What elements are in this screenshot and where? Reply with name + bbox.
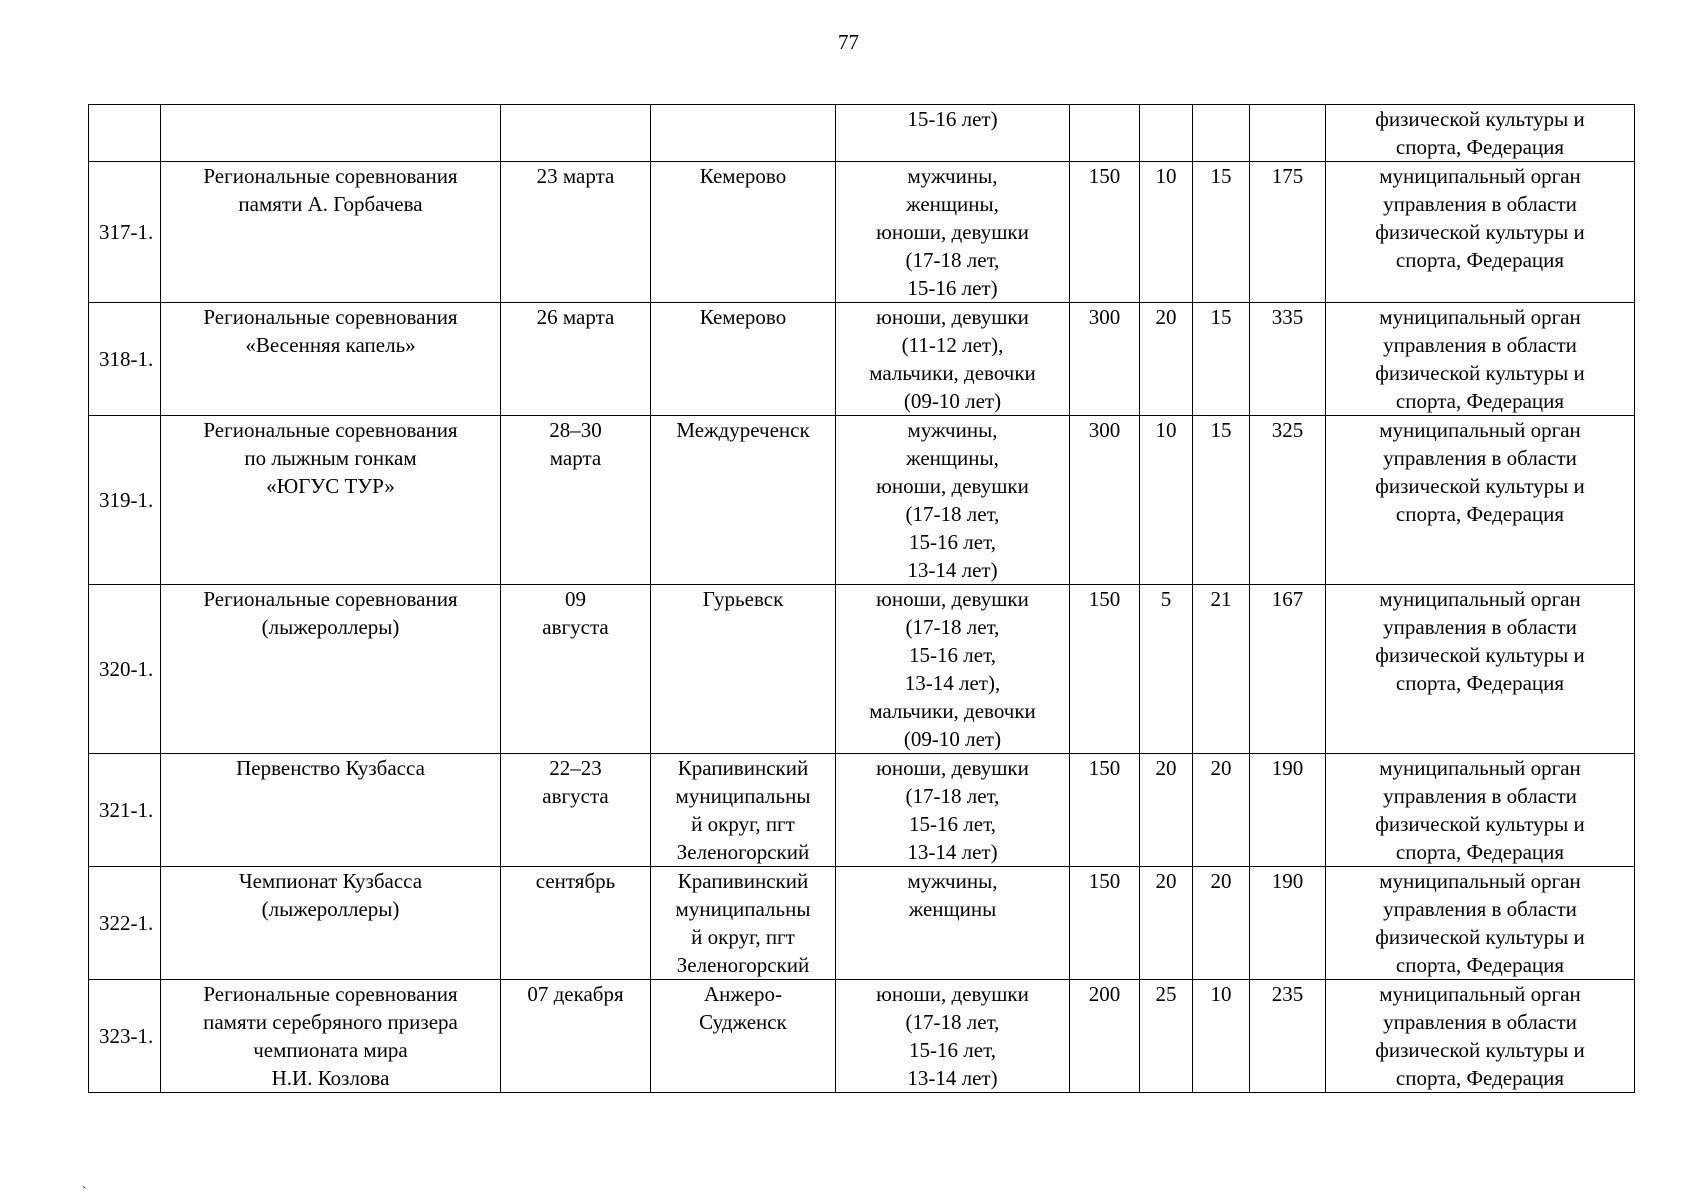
event-organizer: муниципальный орган управления в области физической культуры и спорта, Федерация: [1326, 867, 1635, 980]
event-place: Гурьевск: [651, 585, 836, 754]
row-number: 318-1.: [89, 303, 161, 416]
row-number: [89, 105, 161, 162]
table-row: [89, 867, 1635, 980]
stray-mark: `: [82, 1185, 87, 1200]
event-name: Региональные соревнования (лыжероллеры): [161, 585, 501, 754]
count-total: 325: [1250, 416, 1326, 585]
count-coaches: 10: [1140, 162, 1193, 303]
event-date: сентябрь: [501, 867, 651, 980]
event-place: Кемерово: [651, 303, 836, 416]
count-judges: 15: [1193, 162, 1250, 303]
event-organizer: физической культуры и спорта, Федерация: [1326, 105, 1635, 162]
count-athletes: 150: [1070, 754, 1140, 867]
count-judges: 20: [1193, 754, 1250, 867]
event-participants: юноши, девушки (11-12 лет), мальчики, девочки (09-10 лет): [836, 303, 1070, 416]
event-place: Крапивинский муниципальны й округ, пгт Зеленогорский: [651, 867, 836, 980]
row-number: 317-1.: [89, 162, 161, 303]
event-name: Региональные соревнования по лыжным гонкам «ЮГУС ТУР»: [161, 416, 501, 585]
event-date: 28–30 марта: [501, 416, 651, 585]
count-athletes: 150: [1070, 162, 1140, 303]
event-place: Анжеро- Судженск: [651, 980, 836, 1093]
event-organizer: муниципальный орган управления в области физической культуры и спорта, Федерация: [1326, 980, 1635, 1093]
row-number: 320-1.: [89, 585, 161, 754]
event-name: Первенство Кузбасса: [161, 754, 501, 867]
event-name: Региональные соревнования «Весенняя капель»: [161, 303, 501, 416]
count-coaches: 10: [1140, 416, 1193, 585]
event-participants: юноши, девушки (17-18 лет, 15-16 лет, 13-14 лет): [836, 980, 1070, 1093]
count-judges: 21: [1193, 585, 1250, 754]
row-number: 321-1.: [89, 754, 161, 867]
count-athletes: 200: [1070, 980, 1140, 1093]
table-row: [89, 303, 1635, 416]
events-table: [88, 104, 1635, 1093]
count-judges: 15: [1193, 416, 1250, 585]
count-coaches: 25: [1140, 980, 1193, 1093]
event-place: Кемерово: [651, 162, 836, 303]
event-name: Региональные соревнования памяти А. Горбачева: [161, 162, 501, 303]
count-coaches: 5: [1140, 585, 1193, 754]
row-number: 323-1.: [89, 980, 161, 1093]
count-total: 167: [1250, 585, 1326, 754]
event-participants: мужчины, женщины, юноши, девушки (17-18 лет, 15-16 лет, 13-14 лет): [836, 416, 1070, 585]
count-coaches: 20: [1140, 754, 1193, 867]
event-place: [651, 105, 836, 162]
event-organizer: муниципальный орган управления в области физической культуры и спорта, Федерация: [1326, 754, 1635, 867]
event-organizer: муниципальный орган управления в области физической культуры и спорта, Федерация: [1326, 162, 1635, 303]
event-participants: юноши, девушки (17-18 лет, 15-16 лет, 13-14 лет): [836, 754, 1070, 867]
count-total: 190: [1250, 754, 1326, 867]
event-name: Региональные соревнования памяти серебряного призера чемпионата мира Н.И. Козлова: [161, 980, 501, 1093]
count-total: 190: [1250, 867, 1326, 980]
event-organizer: муниципальный орган управления в области физической культуры и спорта, Федерация: [1326, 416, 1635, 585]
event-name: Чемпионат Кузбасса (лыжероллеры): [161, 867, 501, 980]
count-coaches: 20: [1140, 303, 1193, 416]
count-judges: 15: [1193, 303, 1250, 416]
count-athletes: 300: [1070, 303, 1140, 416]
event-participants: юноши, девушки (17-18 лет, 15-16 лет, 13-14 лет), мальчики, девочки (09-10 лет): [836, 585, 1070, 754]
table-row: [89, 416, 1635, 585]
count-judges: [1193, 105, 1250, 162]
count-total: [1250, 105, 1326, 162]
event-participants: мужчины, женщины, юноши, девушки (17-18 лет, 15-16 лет): [836, 162, 1070, 303]
count-athletes: 300: [1070, 416, 1140, 585]
row-number: 322-1.: [89, 867, 161, 980]
event-participants: мужчины, женщины: [836, 867, 1070, 980]
event-place: Крапивинский муниципальны й округ, пгт Зеленогорский: [651, 754, 836, 867]
count-judges: 20: [1193, 867, 1250, 980]
count-athletes: [1070, 105, 1140, 162]
count-coaches: [1140, 105, 1193, 162]
table-row: [89, 754, 1635, 867]
page-number: 77: [838, 30, 859, 54]
event-organizer: муниципальный орган управления в области физической культуры и спорта, Федерация: [1326, 303, 1635, 416]
event-name: [161, 105, 501, 162]
event-organizer: муниципальный орган управления в области физической культуры и спорта, Федерация: [1326, 585, 1635, 754]
event-date: 09 августа: [501, 585, 651, 754]
event-date: 22–23 августа: [501, 754, 651, 867]
event-date: 26 марта: [501, 303, 651, 416]
event-date: 07 декабря: [501, 980, 651, 1093]
table-row: [89, 105, 1635, 162]
event-date: 23 марта: [501, 162, 651, 303]
row-number: 319-1.: [89, 416, 161, 585]
event-date: [501, 105, 651, 162]
count-athletes: 150: [1070, 867, 1140, 980]
event-place: Междуреченск: [651, 416, 836, 585]
table-row: [89, 980, 1635, 1093]
count-total: 235: [1250, 980, 1326, 1093]
count-total: 175: [1250, 162, 1326, 303]
event-participants: 15-16 лет): [836, 105, 1070, 162]
count-coaches: 20: [1140, 867, 1193, 980]
count-athletes: 150: [1070, 585, 1140, 754]
count-judges: 10: [1193, 980, 1250, 1093]
table-row: [89, 162, 1635, 303]
count-total: 335: [1250, 303, 1326, 416]
table-row: [89, 585, 1635, 754]
